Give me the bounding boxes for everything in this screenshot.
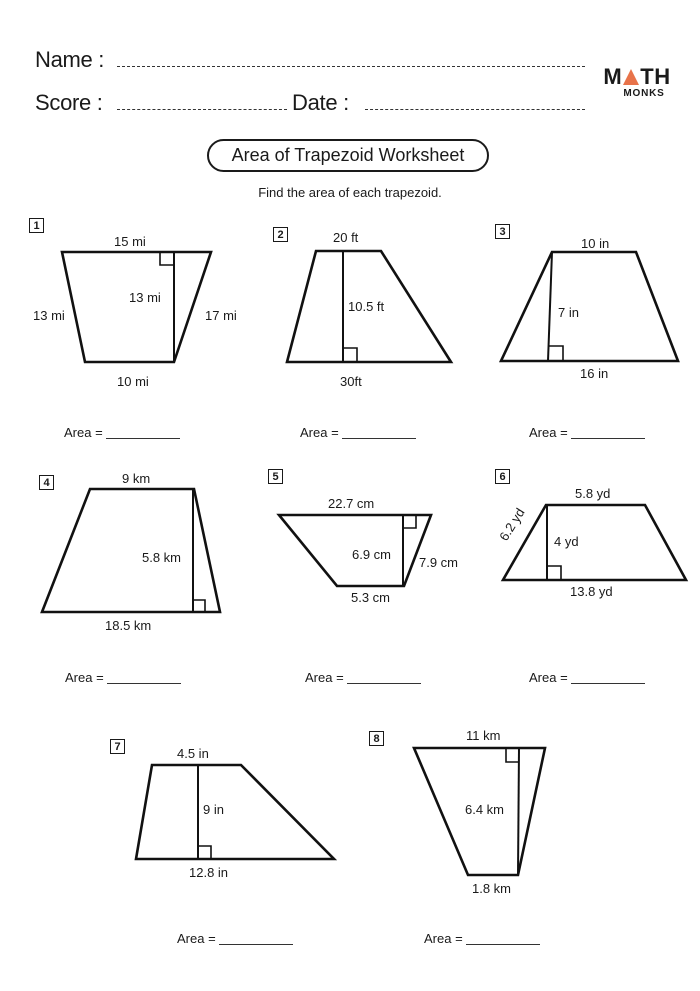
problem-number-2: 2	[273, 227, 288, 242]
answer-blank[interactable]	[571, 683, 645, 684]
problem-1-height-label: 13 mi	[129, 290, 161, 305]
area-label: Area =	[424, 931, 463, 946]
problem-8-answer[interactable]	[424, 931, 540, 946]
problem-number-5: 5	[268, 469, 283, 484]
name-field[interactable]	[117, 66, 585, 67]
answer-blank[interactable]	[571, 438, 645, 439]
logo-text-monks: MONKS	[623, 88, 665, 99]
worksheet-title-text: Area of Trapezoid Worksheet	[231, 145, 465, 165]
problem-5-answer[interactable]	[305, 670, 421, 685]
problem-2-bottom-label: 30ft	[340, 374, 362, 389]
problem-8-height-label: 6.4 km	[465, 802, 505, 817]
problem-6-height-label: 4 yd	[554, 534, 579, 549]
answer-blank[interactable]	[342, 438, 416, 439]
area-label: Area =	[64, 425, 103, 440]
problem-number-1: 1	[29, 218, 44, 233]
name-label: Name :	[35, 47, 105, 72]
instructions: Find the area of each trapezoid.	[258, 185, 442, 200]
problem-1-left-side-label: 13 mi	[33, 308, 65, 323]
area-label: Area =	[177, 931, 216, 946]
problem-3-top-label: 10 in	[581, 236, 610, 251]
problem-5-top-label: 22.7 cm	[328, 496, 375, 511]
answer-blank[interactable]	[107, 683, 181, 684]
problem-7-top-label: 4.5 in	[177, 746, 209, 761]
logo-text-th: TH	[640, 64, 671, 89]
problem-number-4: 4	[39, 475, 54, 490]
problem-4-height-label: 5.8 km	[142, 550, 182, 565]
date-field[interactable]	[365, 109, 585, 110]
problem-3-bottom-label: 16 in	[580, 366, 609, 381]
logo-triangle-icon	[623, 69, 639, 85]
area-label: Area =	[305, 670, 344, 685]
problem-6-answer[interactable]	[529, 670, 645, 685]
problem-number-7: 7	[110, 739, 125, 754]
date-label: Date :	[292, 90, 349, 115]
problem-4-answer[interactable]	[65, 670, 181, 685]
trapezoid-1	[62, 252, 211, 362]
trapezoid-3	[501, 252, 678, 361]
problem-2-top-label: 20 ft	[333, 230, 359, 245]
problem-3-answer[interactable]	[529, 425, 645, 440]
problem-1-bottom-label: 10 mi	[117, 374, 149, 389]
problem-number-6: 6	[495, 469, 510, 484]
problem-number-3: 3	[495, 224, 510, 239]
problem-8-top-label: 11 km	[466, 728, 501, 743]
answer-blank[interactable]	[106, 438, 180, 439]
trapezoid-4	[42, 489, 220, 612]
problem-1-right-side-label: 17 mi	[205, 308, 237, 323]
problem-3-height-label: 7 in	[558, 305, 579, 320]
problem-7-bottom-label: 12.8 in	[189, 865, 229, 880]
problem-1-answer[interactable]	[64, 425, 180, 440]
logo-text-m: M	[603, 64, 623, 89]
area-label: Area =	[65, 670, 104, 685]
score-field[interactable]	[117, 109, 287, 110]
problem-2-height-label: 10.5 ft	[348, 299, 385, 314]
problem-5-bottom-label: 5.3 cm	[351, 590, 391, 605]
problem-7-answer[interactable]	[177, 931, 293, 946]
math-monks-logo	[602, 66, 672, 99]
area-label: Area =	[529, 425, 568, 440]
answer-blank[interactable]	[347, 683, 421, 684]
trapezoid-6	[503, 505, 686, 580]
problem-1-top-label: 15 mi	[114, 234, 146, 249]
problem-4-top-label: 9 km	[122, 471, 151, 486]
problem-5-height-label: 6.9 cm	[352, 547, 392, 562]
answer-blank[interactable]	[219, 944, 293, 945]
problem-6-top-label: 5.8 yd	[575, 486, 611, 501]
worksheet-title	[207, 139, 489, 172]
problem-8-bottom-label: 1.8 km	[472, 881, 512, 896]
trapezoid-7	[136, 765, 334, 859]
problem-7-height-label: 9 in	[203, 802, 224, 817]
area-label: Area =	[529, 670, 568, 685]
area-label: Area =	[300, 425, 339, 440]
problem-5-right-side-label: 7.9 cm	[419, 555, 459, 570]
problem-6-bottom-label: 13.8 yd	[570, 584, 613, 599]
score-label: Score :	[35, 90, 103, 115]
problem-2-answer[interactable]	[300, 425, 416, 440]
problem-6-left-side-label: 6.2 yd	[496, 505, 528, 544]
answer-blank[interactable]	[466, 944, 540, 945]
problem-4-bottom-label: 18.5 km	[105, 618, 152, 633]
problem-number-8: 8	[369, 731, 384, 746]
